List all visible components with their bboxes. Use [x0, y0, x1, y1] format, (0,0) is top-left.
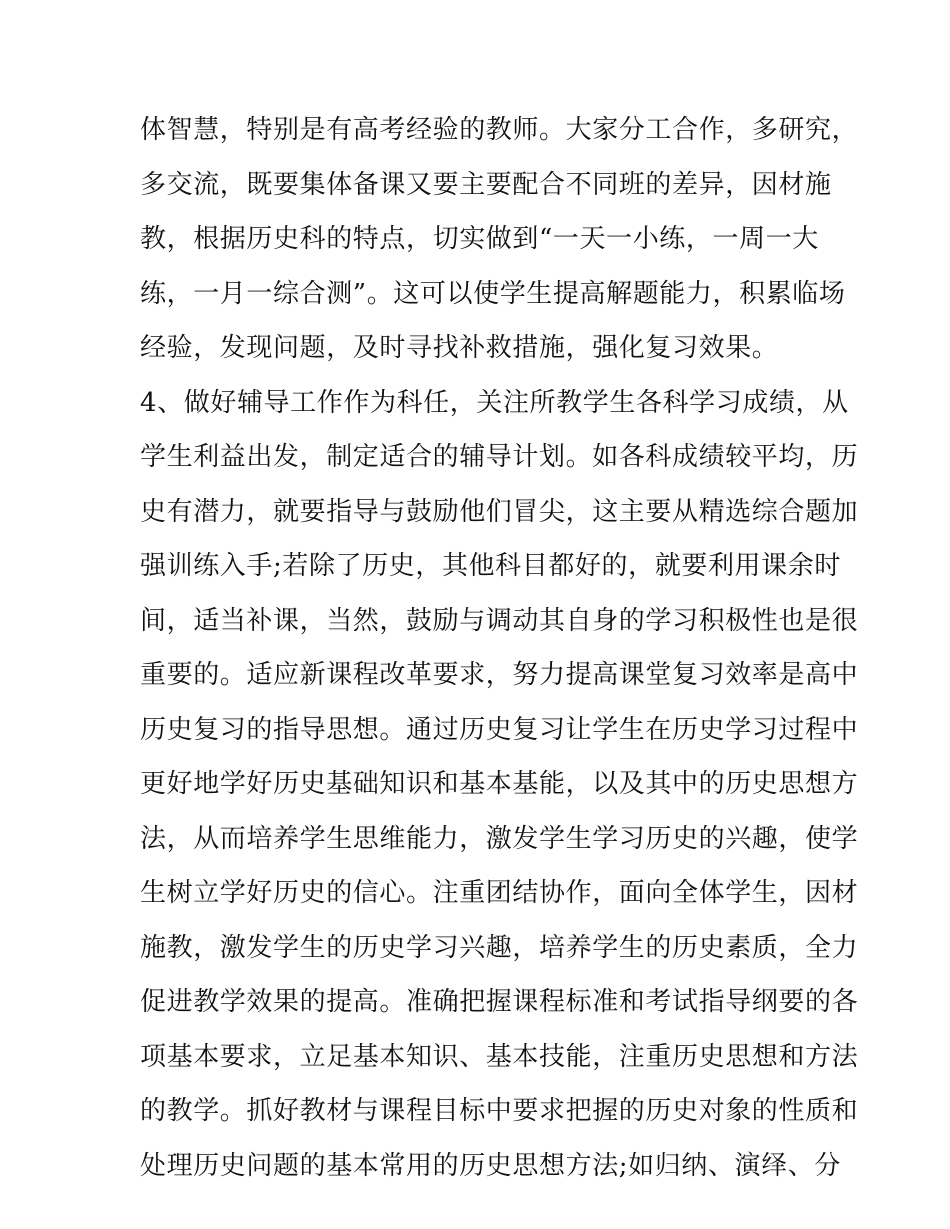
text-line-7: 学生利益出发，制定适合的辅导计划。如各科成绩较平均，历 [140, 442, 859, 472]
text-line-3: 教，根据历史科的特点，切实做到“一天一小练，一周一大 [140, 224, 819, 254]
text-line-13: 更好地学好历史基础知识和基本基能，以及其中的历史思想方 [140, 769, 859, 799]
text-line-15: 生树立学好历史的信心。注重团结协作，面向全体学生，因材 [140, 878, 859, 908]
text-line-9: 强训练入手;若除了历史，其他科目都好的，就要利用课余时 [140, 551, 841, 581]
text-line-20: 处理历史问题的基本常用的历史思想方法;如归纳、演绎、分 [140, 1150, 841, 1181]
text-line-5: 经验，发现问题，及时寻找补救措施，强化复习效果。 [140, 333, 779, 363]
text-line-11: 重要的。适应新课程改革要求，努力提高课堂复习效率是高中 [140, 660, 859, 690]
text-line-17: 促进教学效果的提高。准确把握课程标准和考试指导纲要的各 [140, 987, 859, 1017]
text-line-16: 施教，激发学生的历史学习兴趣，培养学生的历史素质，全力 [140, 932, 859, 963]
text-line-6: 4、做好辅导工作作为科任，关注所教学生各科学习成绩，从 [140, 387, 849, 418]
text-line-10: 间，适当补课，当然，鼓励与调动其自身的学习积极性也是很 [140, 605, 859, 636]
text-line-19: 的教学。抓好教材与课程目标中要求把握的历史对象的性质和 [140, 1096, 859, 1126]
text-line-1: 体智慧，特别是有高考经验的教师。大家分工合作，多研究， [140, 115, 859, 145]
text-line-18: 项基本要求，立足基本知识、基本技能，注重历史思想和方法 [140, 1041, 859, 1072]
text-line-14: 法，从而培养学生思维能力，激发学生学习历史的兴趣，使学 [140, 823, 859, 854]
text-line-12: 历史复习的指导思想。通过历史复习让学生在历史学习过程中 [140, 714, 859, 745]
text-line-8: 史有潜力，就要指导与鼓励他们冒尖，这主要从精选综合题加 [140, 496, 859, 527]
body-text [140, 103, 859, 1193]
text-line-4: 练，一月一综合测”。这可以使学生提高解题能力，积累临场 [140, 278, 846, 309]
text-line-2: 多交流，既要集体备课又要主要配合不同班的差异，因材施 [140, 169, 832, 200]
